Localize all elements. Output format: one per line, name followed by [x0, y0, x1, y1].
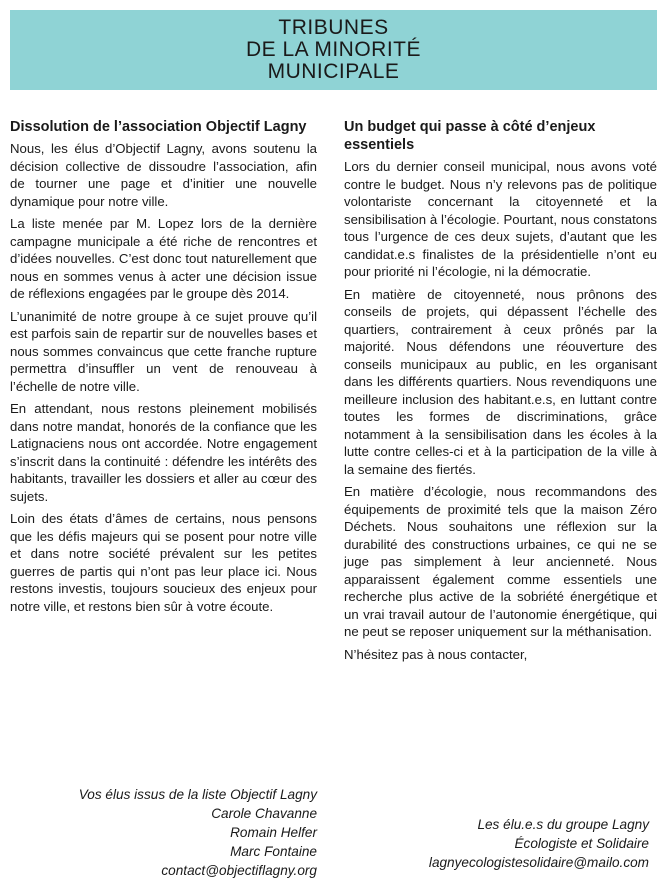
right-column-article [344, 118, 657, 668]
left-paragraph: La liste menée par M. Lopez lors de la dernière campagne municipale a été riche de rencontres et d’idées nouvelles. C’est donc tout naturellement que nous en sommes venus à acter une décision issue de réflexions engagées par le groupe dès 2014. [10, 216, 317, 301]
right-signature-group: Les élu.e.s du groupe Lagny [477, 817, 649, 832]
left-contact-email: contact@objectiflagny.org [161, 863, 317, 878]
right-paragraph: N’hésitez pas à nous contacter, [344, 646, 528, 662]
left-paragraph: Nous, les élus d’Objectif Lagny, avons soutenu la décision collective de dissoudre l’association, afin de tourner une page et d’initier une nouvelle dynamique pour notre ville. [10, 141, 317, 209]
left-paragraph: En attendant, nous restons pleinement mobilisés dans notre mandat, honorés de la confiance que les Latignaciens nous ont accordée. Notre engagement s’inscrit dans la continuité : défendre les intérêts des habitants, travailler les dossiers et aller au cœur des sujets. [10, 401, 317, 504]
page-header-banner [10, 10, 657, 90]
left-paragraph: Loin des états d’âmes de certains, nous pensons que les défis majeurs qui se posent pour notre ville et dans notre société prévalent sur les petites guerres de partis qui n’ont pas leur place ici. Nous restons investis, toujours soucieux des enjeux pour notre ville, et restons bien sûr à votre écoute. [10, 511, 317, 614]
left-signature-name: Carole Chavanne [211, 806, 317, 821]
right-article-title: Un budget qui passe à côté d’enjeux essentiels [344, 119, 596, 153]
left-column-article [10, 118, 317, 620]
left-paragraph: L’unanimité de notre groupe à ce sujet prouve qu’il est parfois sain de repartir sur de nouvelles bases et nous sommes convaincus que cette franche rupture permettra d’insuffler un vent de renouveau à l’échelle de notre ville. [10, 308, 317, 394]
left-signature-group: Vos élus issus de la liste Objectif Lagny [78, 787, 317, 802]
right-signature-group: Écologiste et Solidaire [514, 836, 649, 851]
right-paragraph: En matière de citoyenneté, nous prônons des conseils de projets, qui dépassent l’échelle des quartiers, contrairement à ceux prônés par la majorité. Nous défendons une réouverture des conseils municipaux au public, en les organisant dans les différents quartiers. Nous revendiquons une meilleure inclusion des habitant.e.s, en luttant contre toutes les formes de discriminations, grâce notamment à la sensibilisation dans les écoles à la lutte contre celles-ci et à la participation de la ville à la semaine des fiertés. [344, 286, 657, 477]
right-paragraph: Lors du dernier conseil municipal, nous avons voté contre le budget. Nous n’y relevons pas de politique volontariste concernant la citoyenneté et la sensibilisation à l’écologie. Pourtant, nous constatons tous l’urgence de ces deux sujets, d’autant que les candidat.e.s finalistes de la présidentielle n’ont eu pour priorité ni l’écologie, ni la démocratie. [344, 159, 657, 279]
left-signature-name: Romain Helfer [230, 825, 317, 840]
right-paragraph: En matière d’écologie, nous recommandons des équipements de proximité tels que la maison Zéro Déchets. Nous souhaitons une réflexion sur la durabilité des constructions urbaines, ce qui ne se juge pas simplement à leur ancienneté. Nous apparaissent également comme essentiels une recherche plus active de la sobriété énergétique et un vrai travail autour de l’autonomie énergétique, qui ne peut se reposer uniquement sur la méthanisation. [344, 484, 657, 639]
right-contact-email: lagnyecologistesolidaire@mailo.com [428, 855, 649, 870]
left-signature-block [10, 785, 317, 880]
right-signature-block [344, 815, 649, 872]
left-signature-name: Marc Fontaine [230, 844, 317, 859]
banner-title-line-1: TRIBUNES [278, 16, 389, 39]
left-article-title: Dissolution de l’association Objectif Lagny [10, 119, 307, 135]
banner-title-line-2: DE LA MINORITÉ [245, 38, 422, 61]
banner-title-line-3: MUNICIPALE [267, 60, 400, 83]
